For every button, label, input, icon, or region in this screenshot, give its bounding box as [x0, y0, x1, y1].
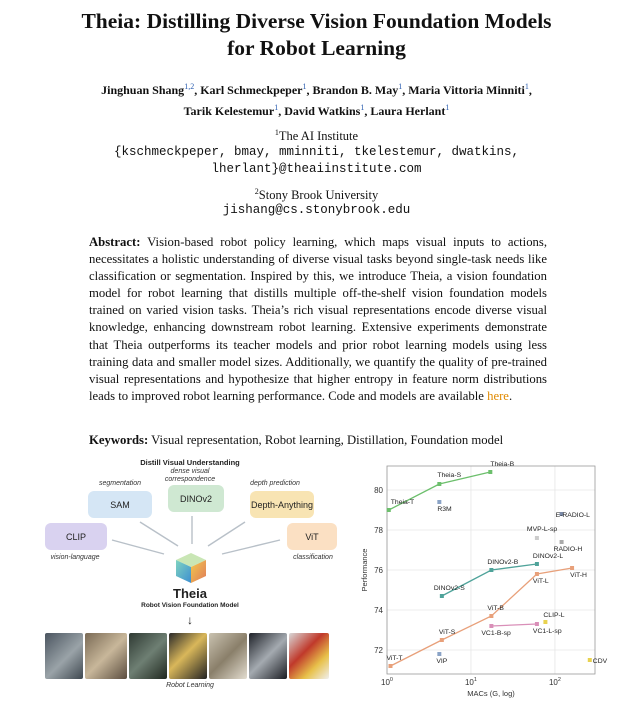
x-tick-label: $10^2$: [548, 677, 561, 687]
data-point: [488, 470, 492, 474]
robot-photo-3: [129, 633, 167, 679]
abstract-label: Abstract:: [89, 235, 141, 249]
data-label: ViT-S: [438, 629, 456, 636]
performance-chart-svg: [357, 461, 608, 698]
clip-box: CLIP: [45, 523, 107, 550]
robot-photo-6: [249, 633, 287, 679]
y-tick-label: 78: [374, 526, 383, 535]
email-line-1: {kschmeckpeper, bmay, mminniti, tkelestemur, dwatkins,: [113, 145, 520, 159]
sam-box: SAM: [88, 491, 152, 518]
author-name: Karl Schmeckpeper: [200, 83, 303, 97]
keywords-text: Visual representation, Robot learning, Distillation, Foundation model: [151, 433, 504, 447]
robot-photo-5: [209, 633, 247, 679]
theia-cube-icon: [174, 551, 208, 585]
data-point: [437, 652, 441, 656]
data-label: CDV: [592, 658, 608, 665]
data-point: [437, 500, 441, 504]
author-affiliation-sup: 1,2: [184, 82, 195, 91]
affiliation-2-name: Stony Brook University: [258, 188, 379, 203]
data-point: [588, 658, 592, 662]
data-label: DINOv2-S: [433, 585, 465, 592]
data-point: [440, 638, 444, 642]
author-name: Maria Vittoria Minniti: [408, 83, 525, 97]
theia-label: Theia: [173, 586, 207, 601]
y-axis-label: Performance: [360, 548, 369, 592]
segmentation-label: segmentation: [98, 480, 142, 487]
data-point: [489, 624, 493, 628]
title-line-1: Theia: Distilling Diverse Vision Foundation Models: [81, 9, 552, 33]
robot-photo-2: [85, 633, 127, 679]
performance-chart: [357, 461, 608, 698]
figure-header: Distill Visual Understanding: [140, 458, 240, 467]
data-label: ViT-B: [487, 605, 504, 612]
author-name: David Watkins: [284, 104, 361, 118]
vit-box: ViT: [287, 523, 337, 550]
abstract-text: Vision-based robot policy learning, which maps visual inputs to actions, necessitates a holistic understanding of diverse visual tasks beyond single-task needs like classification or segmentation. Inspired by this, we introduce Theia, a vision foundation model for robot learning that distills multiple off-the-shelf vision foundation models trained on varied vision tasks. Theia’s rich visual representations encode diverse visual knowledge, enhancing downstream robot learning. Extensive experiments demonstrate that Theia outperforms its teacher models and prior robot learning models using less training data and smaller model sizes. Additionally, we quantify the quality of pre-trained visual representations and hypothesize that higher entropy in feature norm distributions leads to improved robot learning performance. Code and models are available: [89, 235, 547, 403]
arrow-sam: [140, 522, 178, 546]
robot-photo-4: [169, 633, 207, 679]
y-tick-label: 72: [374, 646, 383, 655]
robot-photo-1: [45, 633, 83, 679]
author-affiliation-sup: 1: [302, 82, 307, 91]
data-label: ViT-T: [386, 655, 403, 662]
affiliation-1-sup: 1: [274, 128, 279, 137]
arrow-depth: [208, 522, 245, 546]
author-affiliation-sup: 1: [360, 103, 365, 112]
author-affiliation-sup: 1: [524, 82, 529, 91]
abstract: [89, 234, 547, 405]
data-label: MVP-L-sp: [526, 526, 558, 533]
data-point: [570, 566, 574, 570]
x-tick-exponent: 1: [473, 677, 477, 683]
author-name: Laura Herlant: [370, 104, 446, 118]
theia-subtitle: Robot Vision Foundation Model: [141, 602, 239, 609]
data-label: DINOv2-L: [532, 553, 564, 560]
code-link[interactable]: here: [487, 388, 509, 403]
data-label: R3M: [437, 506, 452, 513]
depth-prediction-label: depth prediction: [250, 480, 300, 487]
email-2: jishang@cs.stonybrook.edu: [222, 203, 411, 217]
series-line-clip: [491, 624, 537, 626]
data-point: [440, 594, 444, 598]
data-label: RADIO-H: [553, 546, 583, 553]
data-point: [535, 562, 539, 566]
data-label: ViT-H: [570, 572, 587, 579]
author-name: Tarik Kelestemur: [183, 104, 275, 118]
data-point: [535, 572, 539, 576]
author-name: Jinghuan Shang: [101, 83, 185, 97]
theia-overview-figure: [40, 455, 340, 700]
data-point: [387, 508, 391, 512]
author-affiliation-sup: 1: [445, 103, 450, 112]
data-label: DINOv2-B: [487, 559, 519, 566]
y-tick-label: 80: [374, 486, 383, 495]
affiliation-1: [0, 124, 633, 145]
y-tick-label: 76: [374, 566, 383, 575]
classification-label: classification: [293, 554, 333, 561]
author-line-2: Tarik Kelestemur$^1$, David Watkins$^1$, Laura Herlant$^1$: [183, 103, 450, 118]
affiliation-2-sup: 2: [254, 187, 259, 196]
x-axis-label: MACs (G, log): [467, 689, 515, 698]
data-label: Theia-T: [390, 499, 415, 506]
data-label: Theia-B: [490, 461, 515, 468]
dinov2-box: DINOv2: [168, 485, 224, 512]
data-point: [437, 482, 441, 486]
robot-photo-7: [289, 633, 329, 679]
abstract-end: .: [508, 388, 513, 403]
data-point: [543, 620, 547, 624]
x-tick-label: $10^0$: [381, 677, 393, 687]
y-tick-label: 74: [374, 606, 383, 615]
x-tick-label: $10^1$: [464, 677, 477, 687]
data-label: VC1-L-sp: [532, 628, 562, 635]
data-point: [489, 614, 493, 618]
affiliation-1-name: The AI Institute: [278, 129, 359, 144]
author-affiliation-sup: 1: [398, 82, 403, 91]
data-label: ViT-L: [532, 578, 549, 585]
paper-title: [0, 8, 633, 62]
author-line-1: Jinghuan Shang$^{1,2}$, Karl Schmeckpeper$^1$, Brandon B. May$^1$, Maria Vittoria Minniti$^1$,: [101, 82, 532, 97]
robot-learning-label: Robot Learning: [166, 682, 214, 689]
data-point: [535, 622, 539, 626]
depth-anything-box: Depth-Anything: [250, 491, 314, 518]
dense-correspondence-label-2: correspondence: [164, 476, 216, 483]
keywords: [89, 432, 559, 449]
data-label: VIP: [436, 658, 448, 665]
data-label: Theia-S: [437, 472, 462, 479]
data-label: CLIP-L: [543, 612, 565, 619]
x-tick-exponent: 0: [389, 677, 393, 683]
down-arrow-icon: ↓: [187, 613, 193, 627]
data-label: VC1-B-sp: [481, 630, 511, 637]
arrow-clip: [112, 540, 164, 554]
data-point: [489, 568, 493, 572]
arrow-vit: [222, 540, 280, 554]
x-tick-exponent: 2: [557, 677, 561, 683]
author-affiliation-sup: 1: [274, 103, 279, 112]
keywords-label: Keywords:: [89, 433, 149, 447]
email-line-2: lherlant}@theaiinstitute.com: [211, 162, 422, 176]
data-point: [535, 536, 539, 540]
data-label: E-RADIO-L: [555, 512, 590, 519]
author-name: Brandon B. May: [312, 83, 399, 97]
title-line-2: for Robot Learning: [227, 36, 406, 60]
data-point: [560, 540, 564, 544]
vision-language-label: vision-language: [50, 554, 100, 561]
data-point: [388, 664, 392, 668]
author-list: [30, 78, 603, 120]
dense-correspondence-label-1: dense visual: [170, 468, 210, 475]
